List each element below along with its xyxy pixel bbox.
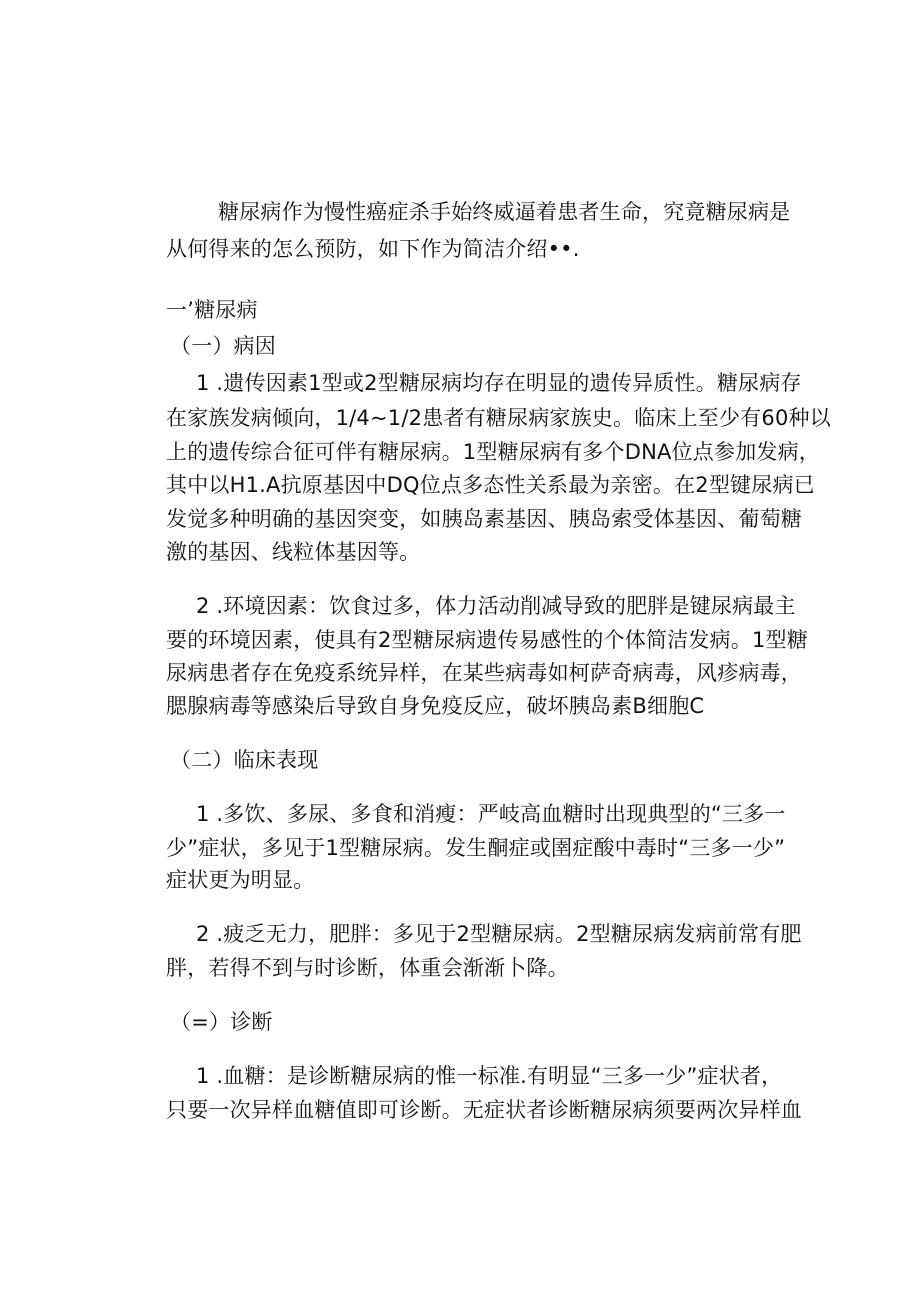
- clinical-item1-line-1: 1 .多饮、多尿、多食和消瘦：严岐高血糖时出现典型的“三多一: [196, 802, 786, 826]
- subheading-causes: （一）病因: [170, 334, 276, 358]
- clinical-item2-line-1: 2 .疲乏无力，肥胖：多见于2型糖尿病。2型糖尿病发病前常有肥: [196, 922, 802, 946]
- causes-item1-line-2: 在家族发病倾向，1/4~1/2患者有糖尿病家族史。临床上至少有60种以: [166, 406, 831, 430]
- clinical-item1-line-2: 少”症状，多见于1型糖尿病。发生酮症或圉症酸中毒时“三多一少”: [166, 836, 786, 860]
- diagnosis-item1-line-2: 只要一次异样血糖值即可诊断。无症状者诊断糖尿病须要两次异样血: [166, 1098, 802, 1122]
- causes-item2-line-4: 腮腺病毒等感染后导致自身免疫反应，破坏胰岛素B细胞C: [166, 694, 705, 718]
- causes-item1-line-3: 上的遗传综合征可伴有糖尿病。1型糖尿病有多个DNA位点参加发病，: [166, 440, 821, 464]
- causes-item2-line-2: 要的环境因素，使具有2型糖尿病遗传易感性的个体简洁发病。1型糖: [166, 628, 808, 652]
- intro-line-1: 糖尿病作为慢性癌症杀手始终威逼着患者生命，究竟糖尿病是: [218, 200, 791, 224]
- causes-item1-line-5: 发觉多种明确的基因突变，如胰岛素基因、胰岛索受体基因、葡萄糖: [166, 507, 802, 531]
- clinical-item1-line-3: 症状更为明显。: [166, 868, 315, 892]
- causes-item1-line-1: 1 .遗传因素1型或2型糖尿病均存在明显的遗传异质性。糖尿病存: [196, 371, 802, 395]
- intro-line-2: 从何得来的怎么预防，如下作为简洁介绍••.: [166, 237, 580, 261]
- causes-item2-line-1: 2 .环境因素：饮食过多，体力活动削减导致的肥胖是键尿病最主: [196, 594, 796, 618]
- diagnosis-item1-line-1: 1 .血糖：是诊断糖尿病的惟一标准.有明显“三多一少”症状者，: [196, 1064, 783, 1088]
- causes-item1-line-6: 激的基因、线粒体基因等。: [166, 540, 421, 564]
- causes-item1-line-4: 其中以H1.A抗原基因中DQ位点多态性关系最为亲密。在2型键尿病已: [166, 473, 815, 497]
- subheading-clinical: （二）临床表现: [170, 748, 319, 772]
- subheading-diagnosis: （=）诊断: [170, 1010, 273, 1034]
- section-heading-diabetes: 一’糖尿病: [166, 298, 258, 322]
- clinical-item2-line-2: 胖，若得不到与时诊断，体重会渐渐卜降。: [166, 956, 569, 980]
- causes-item2-line-3: 尿病患者存在免疫系统异样，在某些病毒如柯萨奇病毒，风疹病毒，: [166, 661, 802, 685]
